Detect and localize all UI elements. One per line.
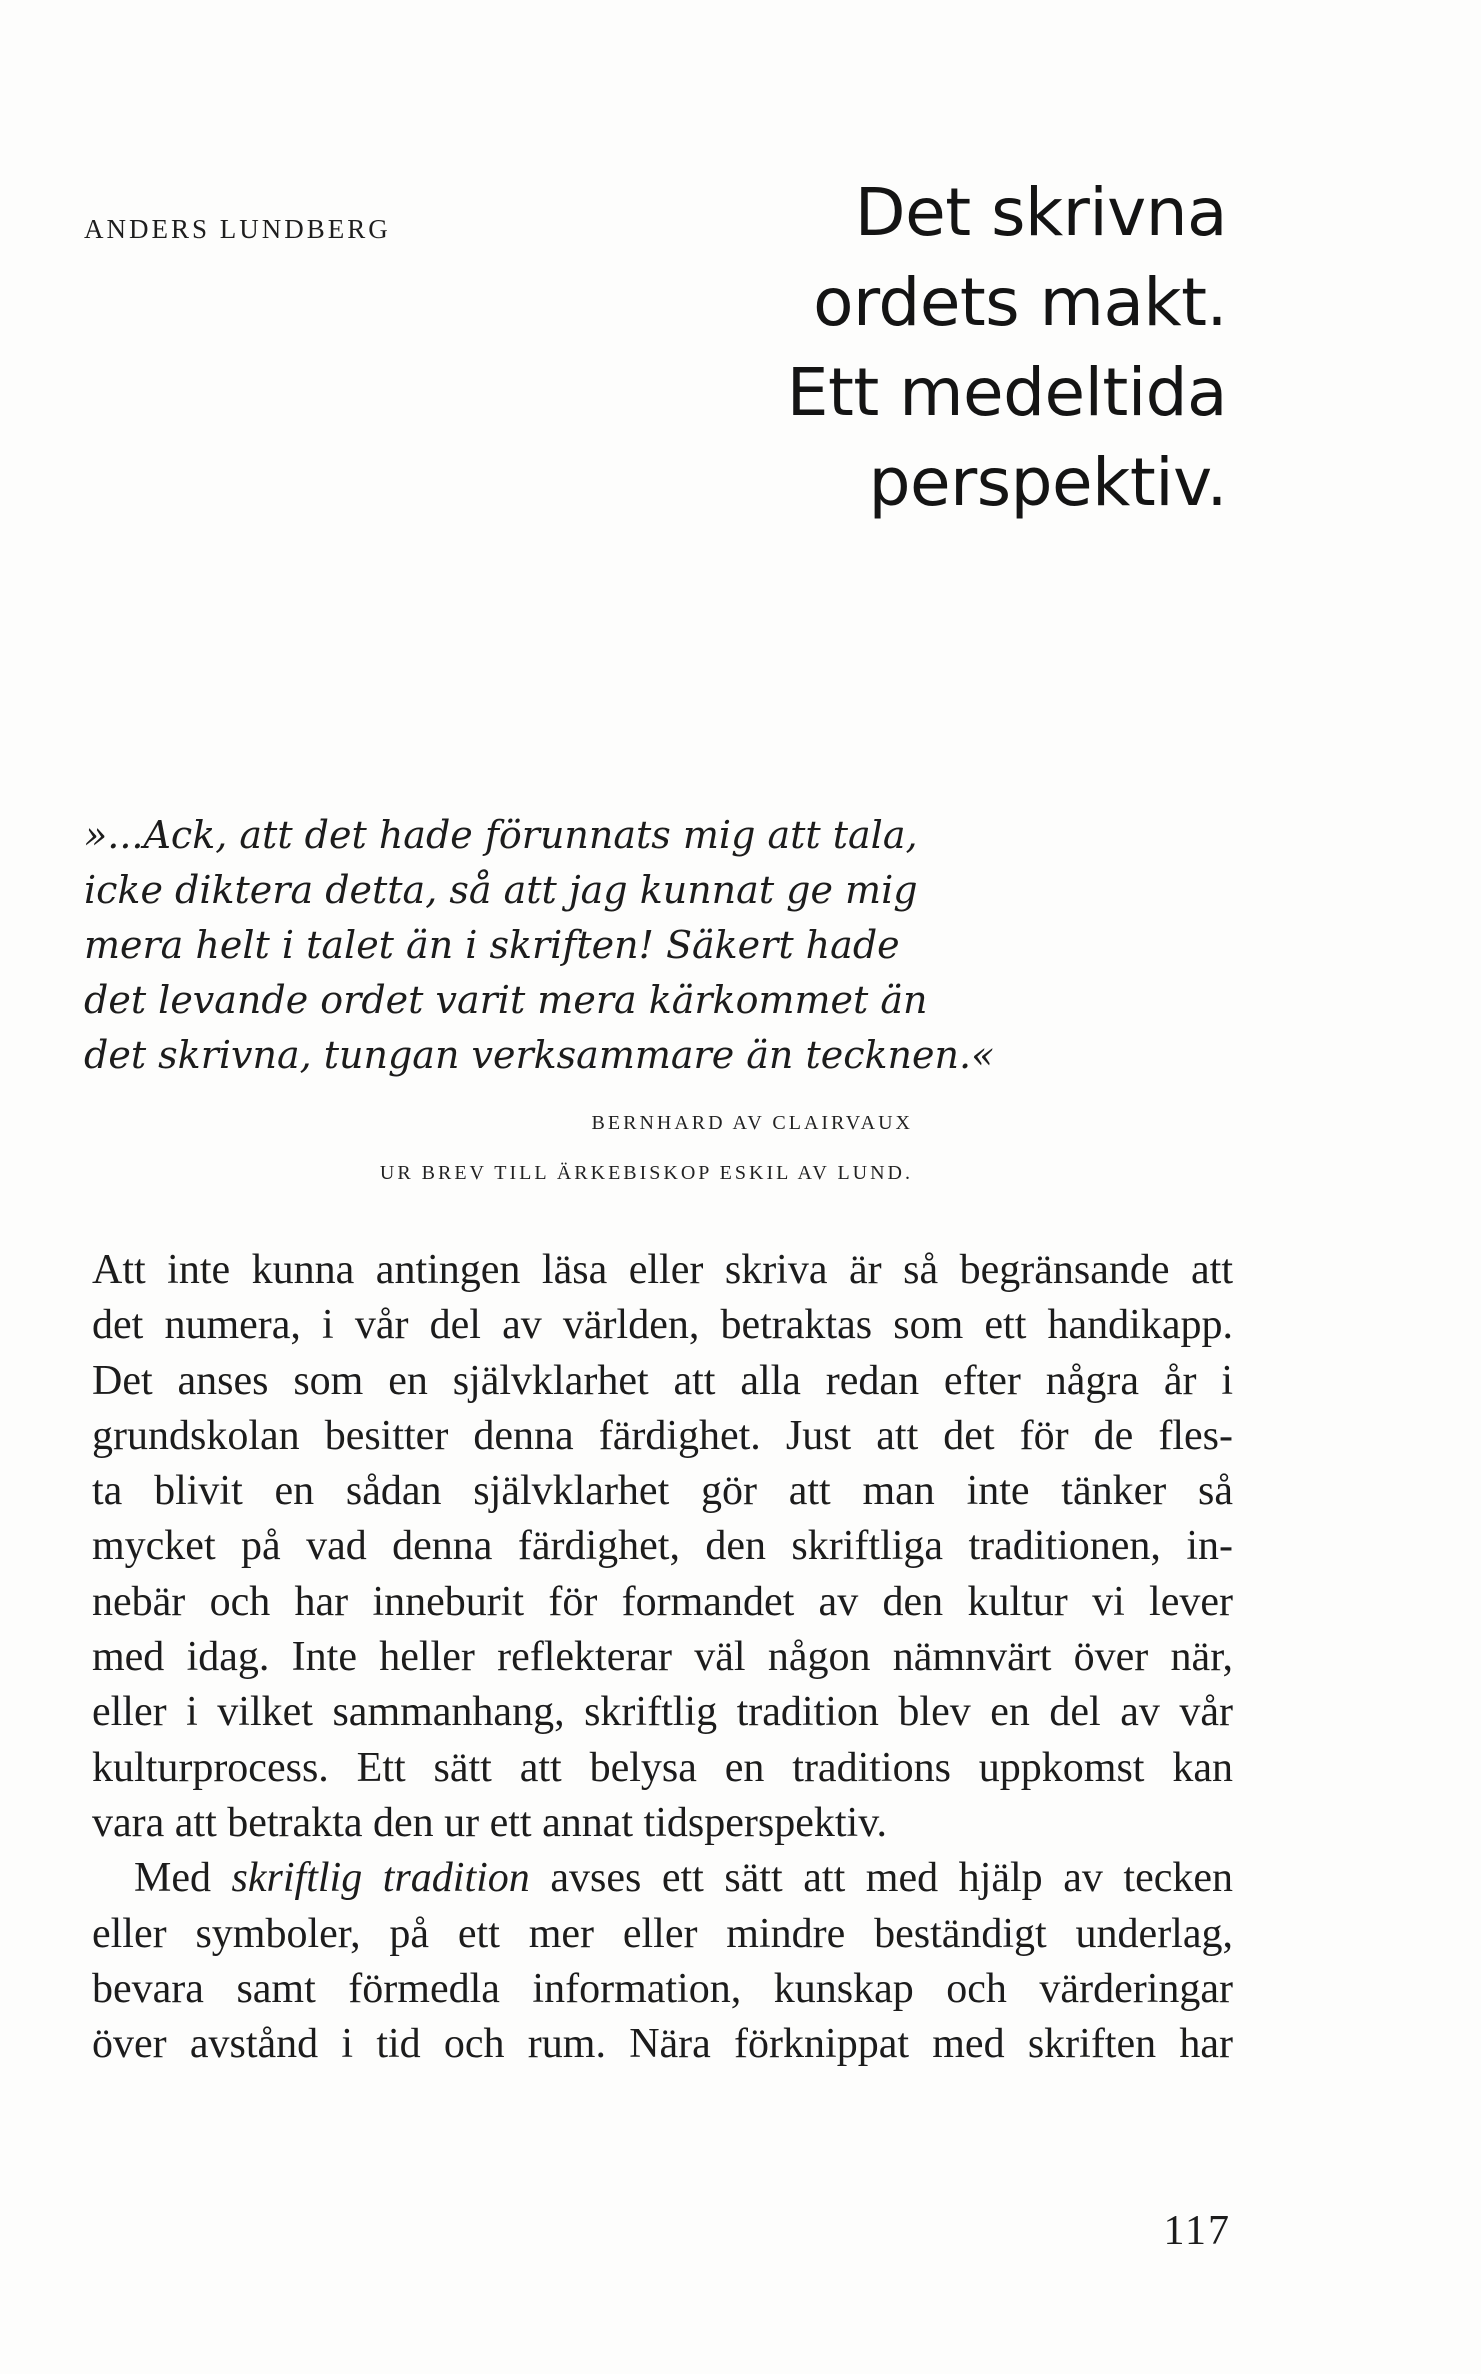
text-line: grundskolan besitter denna färdighet. Just att det för de fles- [92,1412,1233,1459]
title-line: perspektiv. [868,444,1227,521]
text-line: bevara samt förmedla information, kunskap och värderingar [92,1965,1233,2012]
text-line: det numera, i vår del av världen, betraktas som ett handikapp. [92,1302,1233,1349]
text-line: eller i vilket sammanhang, skriftlig tradition blev en del av vår [92,1689,1233,1736]
epigraph-quote [84,808,995,1083]
text-line: Det anses som en självklarhet att alla redan efter några år i [92,1357,1233,1404]
attribution-source: UR BREV TILL ÄRKEBISKOP ESKIL AV LUND. [379,1162,913,1184]
text-line: nebär och har inneburit för formandet av den kultur vi lever [92,1578,1233,1625]
text-line [92,1851,1233,1906]
quote-line: icke diktera detta, så att jag kunnat ge mig [84,868,918,912]
quote-line: mera helt i talet än i skriften! Säkert hade [84,923,900,967]
quote-line: det levande ordet varit mera kärkommet än [84,978,928,1022]
text-line: mycket på vad denna färdighet, den skriftliga traditionen, in- [92,1523,1233,1570]
body-text [92,1243,1233,2072]
text-line: kulturprocess. Ett sätt att belysa en traditions uppkomst kan [92,1744,1233,1791]
title-line: ordets makt. [813,264,1227,341]
text-line: Att inte kunna antingen läsa eller skriva är så begränsande att [92,1247,1233,1293]
text-line: vara att betrakta den ur ett annat tidsperspektiv. [92,1799,887,1846]
emphasized-term: skriftlig tradition [231,1855,530,1902]
page-number: 117 [1163,2208,1231,2254]
text-line: med idag. Inte heller reflekterar väl någon nämnvärt över när, [92,1634,1233,1681]
title-line: Ett medeltida [786,354,1227,431]
text-line: över avstånd i tid och rum. Nära förknippat med skriften har [92,2021,1233,2068]
text-segment: avses ett sätt att med hjälp av tecken [529,1855,1233,1902]
quote-line: det skrivna, tungan verksammare än tecknen.« [84,1033,995,1077]
text-segment: Med [134,1855,232,1902]
quote-line: »...Ack, att det hade förunnats mig att tala, [84,813,918,857]
chapter-title [707,168,1227,528]
epigraph-attribution [380,1098,913,1198]
text-line: ta blivit en sådan självklarhet gör att man inte tänker så [92,1468,1233,1515]
title-line: Det skrivna [854,174,1227,251]
text-line: eller symboler, på ett mer eller mindre beständigt underlag, [92,1910,1233,1957]
attribution-author: BERNHARD AV CLAIRVAUX [591,1112,913,1134]
author-name: ANDERS LUNDBERG [84,214,391,244]
